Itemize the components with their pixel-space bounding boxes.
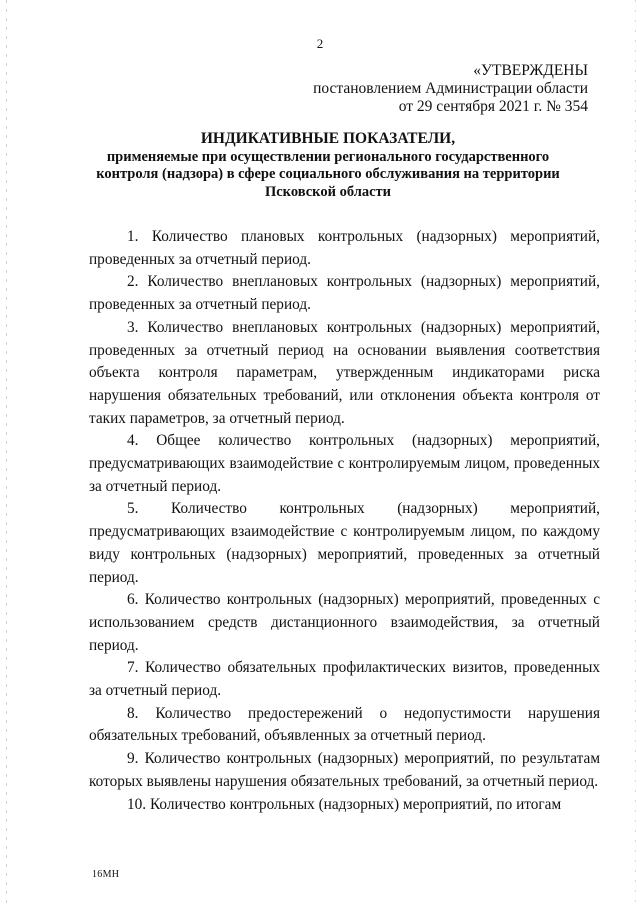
footer-code: 16МН bbox=[92, 869, 120, 880]
indicator-item-1: 1. Количество плановых контрольных (надзорных) мероприятий, проведенных за отчетный период. bbox=[89, 228, 600, 268]
indicator-item-2: 2. Количество внеплановых контрольных (надзорных) мероприятий, проведенных за отчетный период. bbox=[89, 273, 600, 314]
approval-line-resolution: постановлением Администрации области bbox=[313, 80, 588, 97]
indicator-item-9: 9. Количество контрольных (надзорных) мероприятий, по результатам которых выявлены нарушения обязательных требований, за отчетный период. bbox=[89, 750, 600, 790]
indicator-item-6: 6. Количество контрольных (надзорных) мероприятий, проведенных с использованием средств дистанционного взаимодействия, за отчетный период. bbox=[89, 591, 600, 654]
indicator-list bbox=[89, 226, 600, 816]
approval-stamp bbox=[313, 62, 588, 116]
indicator-item-4: 4. Общее количество контрольных (надзорных) мероприятий, предусматривающих взаимодействие с контролируемым лицом, проведенных за отчетный период. bbox=[89, 432, 600, 495]
approval-line-date: от 29 сентября 2021 г. № 354 bbox=[398, 98, 588, 115]
indicator-item-5: 5. Количество контрольных (надзорных) мероприятий, предусматривающих взаимодействие с контролируемым лицом, по каждому виду контрольных (надзорных) мероприятий, проведенных за отчетный период. bbox=[89, 500, 600, 586]
title-subheading: применяемые при осуществлении регионального государственного контроля (надзора) в сфере социального обслуживания на территории Псковской области bbox=[96, 148, 560, 200]
indicator-item-7: 7. Количество обязательных профилактических визитов, проведенных за отчетный период. bbox=[89, 659, 600, 700]
document-title bbox=[90, 130, 566, 201]
scan-edge-right bbox=[635, 0, 636, 905]
indicator-item-3: 3. Количество внеплановых контрольных (надзорных) мероприятий, проведенных за отчетный период на основании выявления соответствия объекта контроля параметрам, утвержденным индикаторами риска нарушения обязательных требований, или отклонения объекта контроля от таких параметров, за отчетный период. bbox=[89, 318, 600, 427]
indicator-item-8: 8. Количество предостережений о недопустимости нарушения обязательных требований, объявленных за отчетный период. bbox=[89, 704, 600, 745]
page-number: 2 bbox=[316, 36, 324, 51]
scan-edge-left bbox=[6, 0, 7, 905]
title-heading: ИНДИКАТИВНЫЕ ПОКАЗАТЕЛИ, bbox=[200, 130, 456, 147]
indicator-item-10: 10. Количество контрольных (надзорных) мероприятий, по итогам bbox=[127, 795, 562, 813]
approval-line-approved: «УТВЕРЖДЕНЫ bbox=[473, 62, 588, 79]
